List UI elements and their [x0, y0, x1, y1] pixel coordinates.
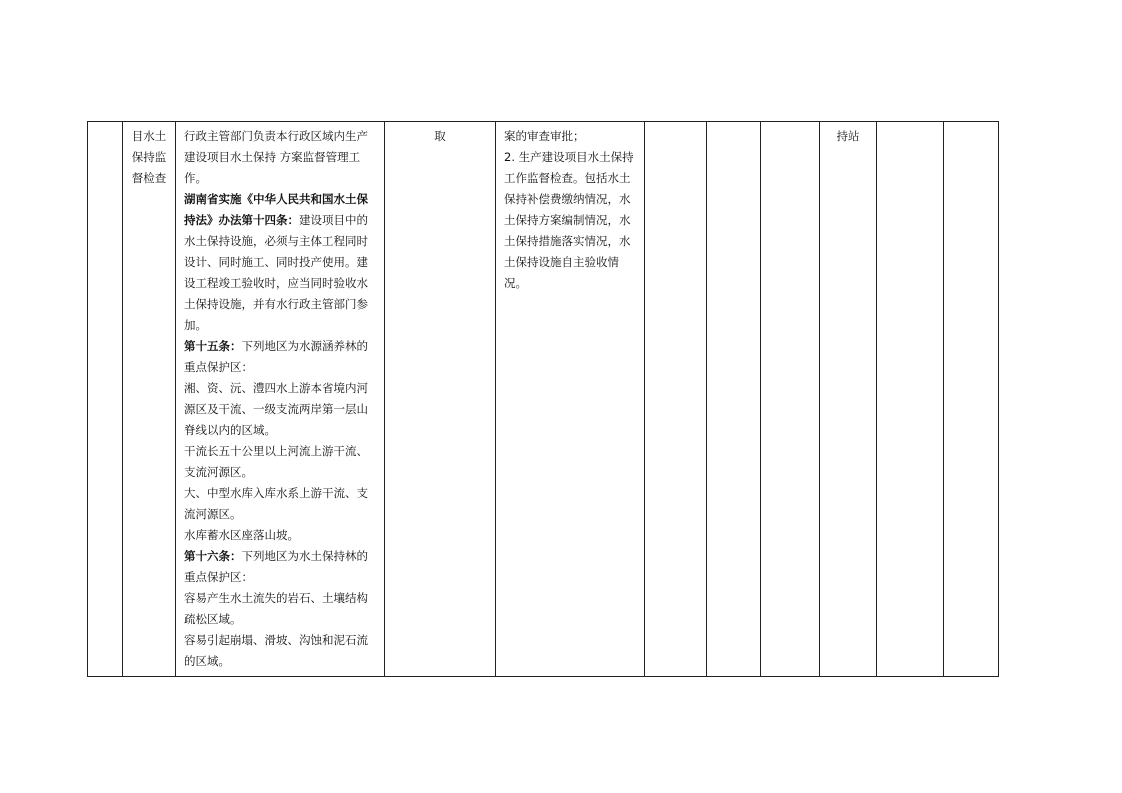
content-p2: 2. 生产建设项目水土保持工作监督检查。包括水土保持补偿费缴纳情况，水土保持方案编制情况，水土保持措施落实情况，水土保持设施自主验收情况。 — [504, 150, 634, 290]
cell-index — [88, 122, 123, 677]
cell-unit — [820, 122, 877, 677]
basis-p5: 干流长五十公里以上河流上游干流、支流河源区。 — [184, 444, 368, 479]
cell-empty-2 — [707, 122, 761, 677]
basis-p2-bold: 湖南省实施《中华人民共和国水土保持法》办法第十四条： — [184, 192, 368, 227]
content-p1: 案的审查审批； — [504, 129, 585, 143]
basis-p3-text: 下列地区为水源涵养林的重点保护区： — [184, 339, 368, 374]
inspection-table — [87, 121, 999, 677]
cell-empty-4 — [877, 122, 944, 677]
method-text: 取 — [434, 129, 446, 143]
cell-empty-3 — [761, 122, 820, 677]
basis-p4: 湘、资、沅、澧四水上游本省境内河源区及干流、一级支流两岸第一层山脊线以内的区域。 — [184, 381, 368, 437]
basis-p7: 水库蓄水区座落山坡。 — [184, 528, 299, 542]
cell-empty-1 — [645, 122, 707, 677]
basis-p8-text: 下列地区为水土保持林的重点保护区： — [184, 549, 368, 584]
basis-p10: 容易引起崩塌、滑坡、沟蚀和泥石流的区域。 — [184, 633, 368, 668]
unit-text: 持站 — [836, 129, 860, 143]
basis-p2-text: 建设项目中的水土保持设施，必须与主体工程同时设计、同时施工、同时投产使用。建设工程竣工验收时，应当同时验收水土保持设施，并有水行政主管部门参加。 — [184, 213, 368, 332]
cell-content — [496, 122, 645, 677]
basis-p2 — [184, 189, 376, 336]
basis-p6: 大、中型水库入库水系上游干流、支流河源区。 — [184, 486, 368, 521]
table-row — [88, 122, 999, 677]
basis-p8 — [184, 546, 376, 588]
basis-p3 — [184, 336, 376, 378]
basis-p1: 行政主管部门负责本行政区域内生产建设项目水土保持 方案监督管理工作。 — [184, 129, 368, 185]
cell-basis — [176, 122, 385, 677]
basis-p8-bold: 第十六条： — [184, 549, 242, 563]
basis-p9: 容易产生水土流失的岩石、土壤结构疏松区域。 — [184, 591, 368, 626]
item-text: 目水土保持监督检查 — [131, 129, 167, 185]
cell-method — [385, 122, 496, 677]
basis-p3-bold: 第十五条： — [184, 339, 242, 353]
cell-item — [123, 122, 176, 677]
cell-empty-5 — [944, 122, 999, 677]
